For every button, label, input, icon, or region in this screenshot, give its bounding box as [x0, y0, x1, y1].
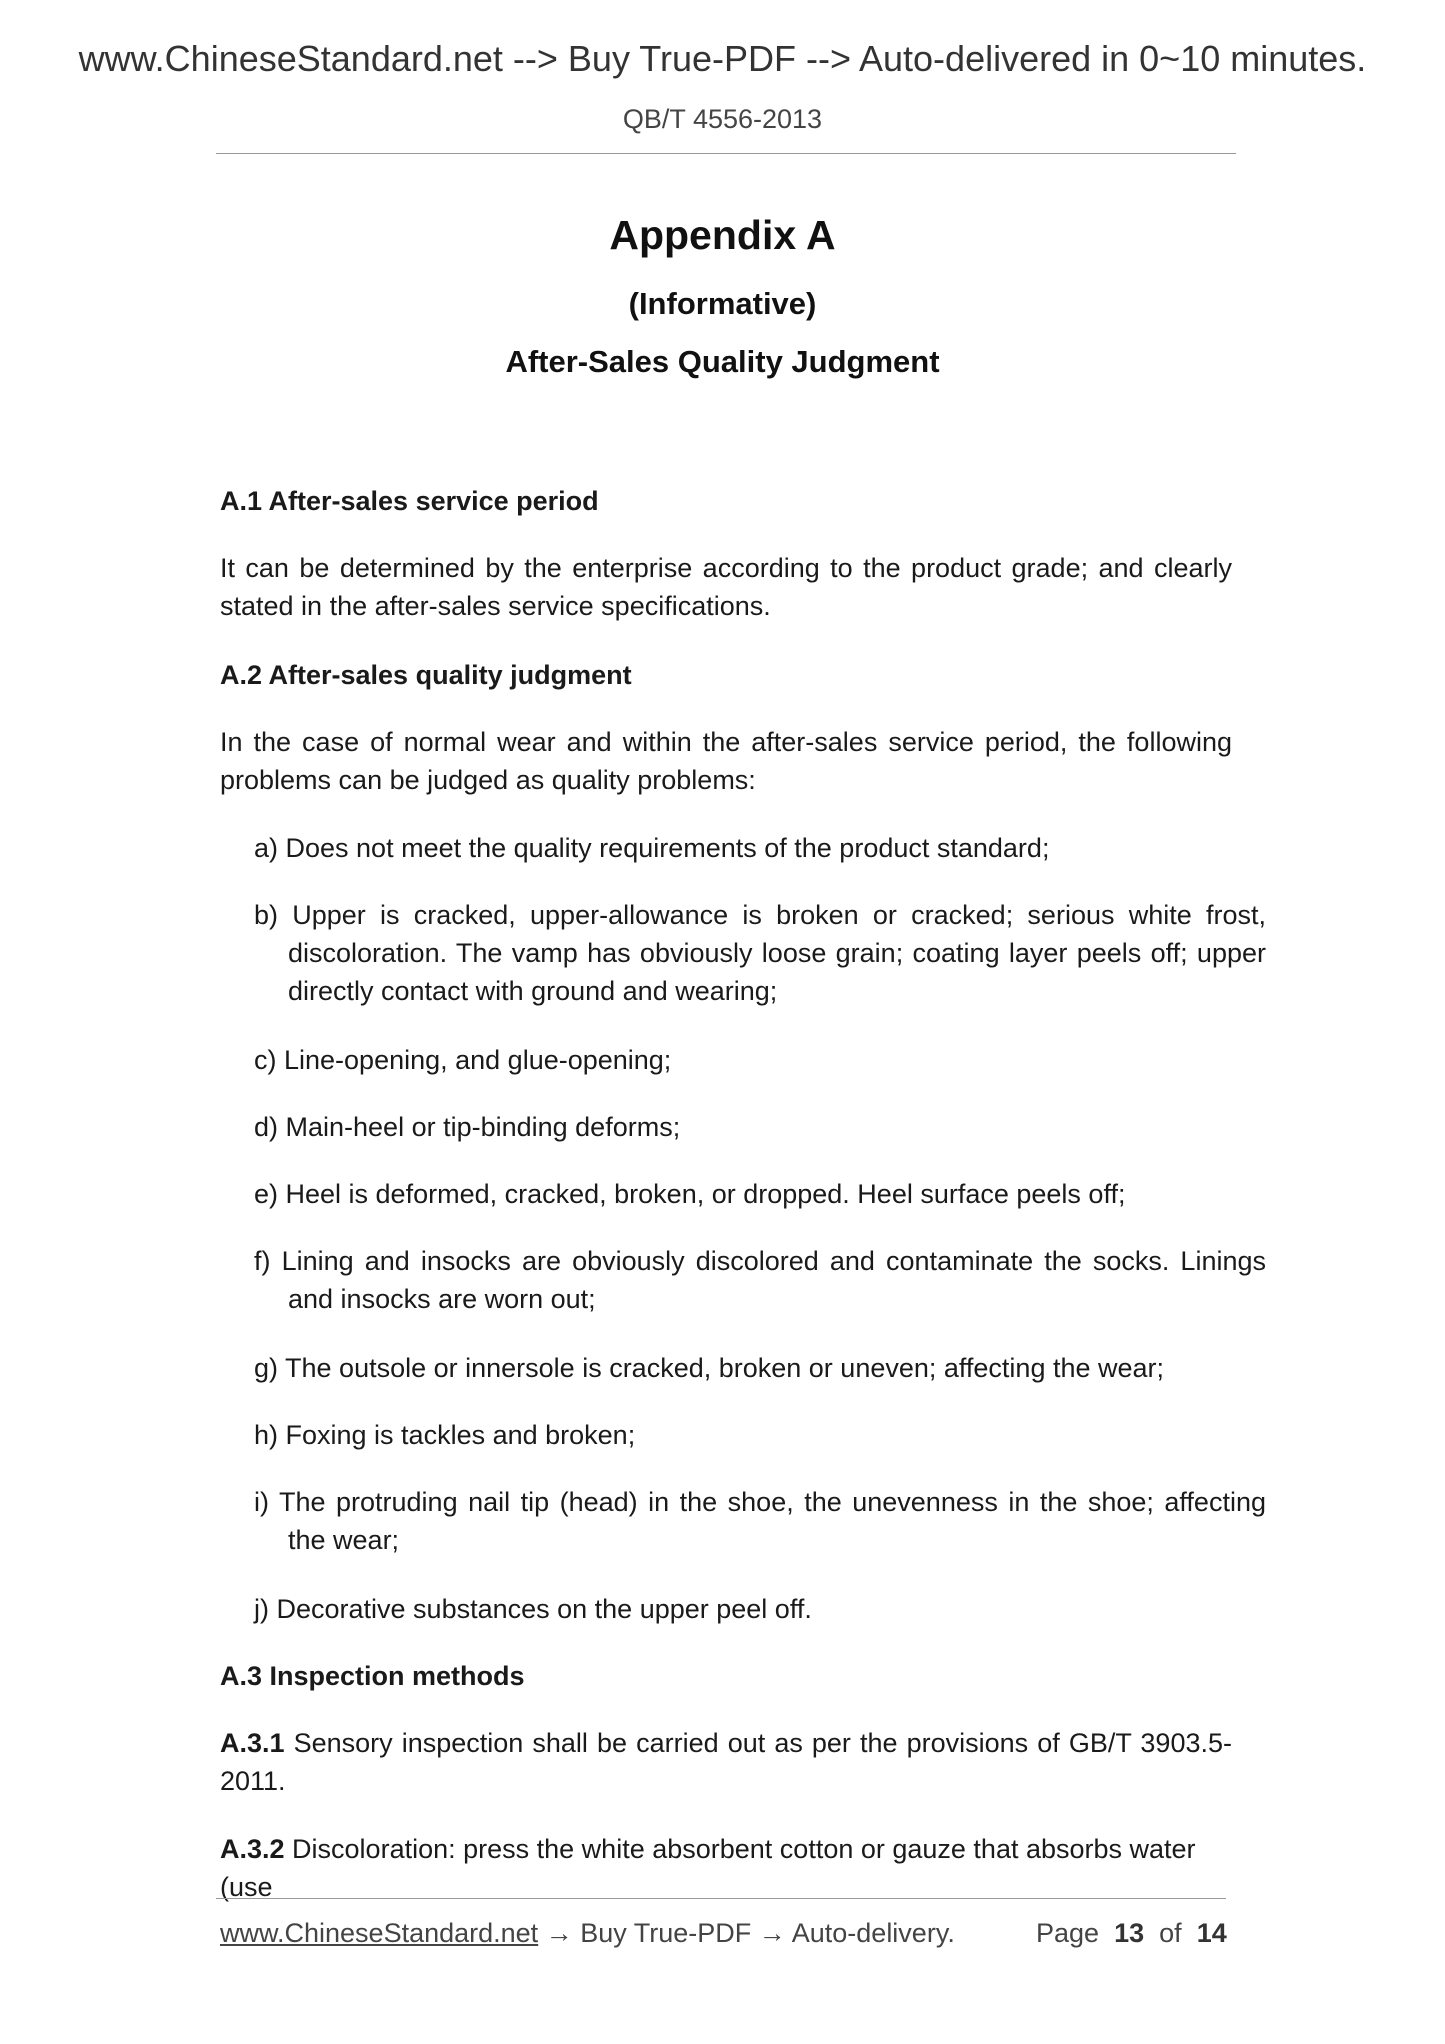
clause-a32-label: A.3.2 [220, 1834, 285, 1864]
appendix-subtitle: After-Sales Quality Judgment [505, 344, 940, 379]
section-a3-heading: A.3 Inspection methods [220, 1661, 525, 1691]
top-banner: www.ChineseStandard.net --> Buy True-PDF --> Auto-delivered in 0~10 minutes. [78, 38, 1367, 79]
document-id: QB/T 4556-2013 [622, 104, 823, 134]
list-item: a) Does not meet the quality requirements of the product standard; [254, 833, 1050, 863]
list-item: g) The outsole or innersole is cracked, broken or uneven; affecting the wear; [254, 1353, 1165, 1383]
clause-a31-label: A.3.1 [220, 1728, 285, 1758]
section-a1-heading: A.1 After-sales service period [220, 486, 599, 516]
appendix-title: Appendix A [609, 212, 836, 258]
page-indicator [1036, 1918, 1227, 1949]
list-item: i) The protruding nail tip (head) in the shoe, the unevenness in the shoe; affecting the wear; [254, 1487, 1266, 1555]
list-item: j) Decorative substances on the upper peel off. [254, 1594, 812, 1624]
section-a1-text: It can be determined by the enterprise according to the product grade; and clearly stated in the after-sales service specifications. [220, 553, 1232, 621]
footer-promo [220, 1918, 955, 1949]
footer-site-link[interactable]: www.ChineseStandard.net [220, 1918, 539, 1948]
clause-a32-text: Discoloration: press the white absorbent cotton or gauze that absorbs water (use [220, 1834, 1196, 1902]
list-item: f) Lining and insocks are obviously discolored and contaminate the socks. Linings and insocks are worn out; [254, 1246, 1266, 1314]
footer-divider [216, 1898, 1226, 1899]
clause-a31 [220, 1724, 1232, 1800]
list-item: h) Foxing is tackles and broken; [254, 1420, 636, 1450]
section-a2-heading: A.2 After-sales quality judgment [220, 660, 632, 690]
list-item: e) Heel is deformed, cracked, broken, or dropped. Heel surface peels off; [254, 1179, 1126, 1209]
clause-a31-text: Sensory inspection shall be carried out as per the provisions of GB/T 3903.5-2011. [220, 1728, 1232, 1796]
footer-promo-text: → Buy True-PDF → Auto-delivery. [538, 1918, 955, 1948]
current-page: 13 [1114, 1918, 1145, 1948]
clause-a32 [220, 1830, 1232, 1906]
list-item: b) Upper is cracked, upper-allowance is broken or cracked; serious white frost, discoloration. The vamp has obviously loose grain; coating layer peels off; upper directly contact with ground and wearing; [254, 900, 1266, 1006]
of-label: of [1159, 1918, 1182, 1948]
header-divider [216, 153, 1236, 154]
appendix-type: (Informative) [628, 286, 817, 321]
list-item: c) Line-opening, and glue-opening; [254, 1045, 672, 1075]
list-item: d) Main-heel or tip-binding deforms; [254, 1112, 681, 1142]
section-a2-text: In the case of normal wear and within the after-sales service period, the following problems can be judged as quality problems: [220, 727, 1232, 795]
page-label: Page [1036, 1918, 1100, 1948]
total-pages: 14 [1196, 1918, 1227, 1948]
